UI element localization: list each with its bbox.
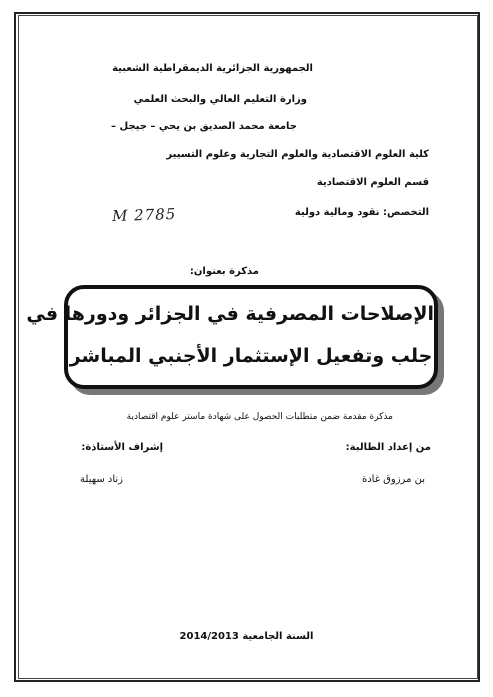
republic-text: الجمهورية الجزائرية الديمقراطية الشعبية: [112, 63, 313, 74]
title-line-2: جلب وتفعيل الإستثمار الأجنبي المباشر: [69, 345, 433, 367]
student-name: بن مرزوق غادة: [361, 474, 425, 485]
university-text: جامعة محمد الصديق بن يحي – جيجل –: [111, 121, 297, 132]
handwritten-reference: M 2785: [111, 204, 177, 226]
title-box: [26, 285, 438, 389]
title-line-1: الإصلاحات المصرفية في الجزائر ودورها في: [26, 303, 434, 325]
supervisor-label: إشراف الأستاذة:: [81, 442, 163, 453]
specialization-text: التخصص: نقود ومالية دولية: [294, 207, 429, 218]
department-text: قسم العلوم الاقتصادية: [316, 177, 429, 188]
prepared-by-label: من إعداد الطالبة:: [345, 442, 431, 453]
ministry-text: وزارة التعليم العالي والبحث العلمي: [133, 94, 307, 105]
memo-label: مذكرة بعنوان:: [189, 266, 259, 277]
supervisor-name: زناد سهيلة: [80, 474, 123, 485]
academic-year: السنة الجامعية 2014/2013: [179, 631, 314, 642]
faculty-text: كلية العلوم الاقتصادية والعلوم التجارية وعلوم التسيير: [166, 149, 429, 160]
memo-note: مذكرة مقدمة ضمن متطلبات الحصول على شهادة ماستر علوم اقتصادية: [126, 412, 393, 422]
